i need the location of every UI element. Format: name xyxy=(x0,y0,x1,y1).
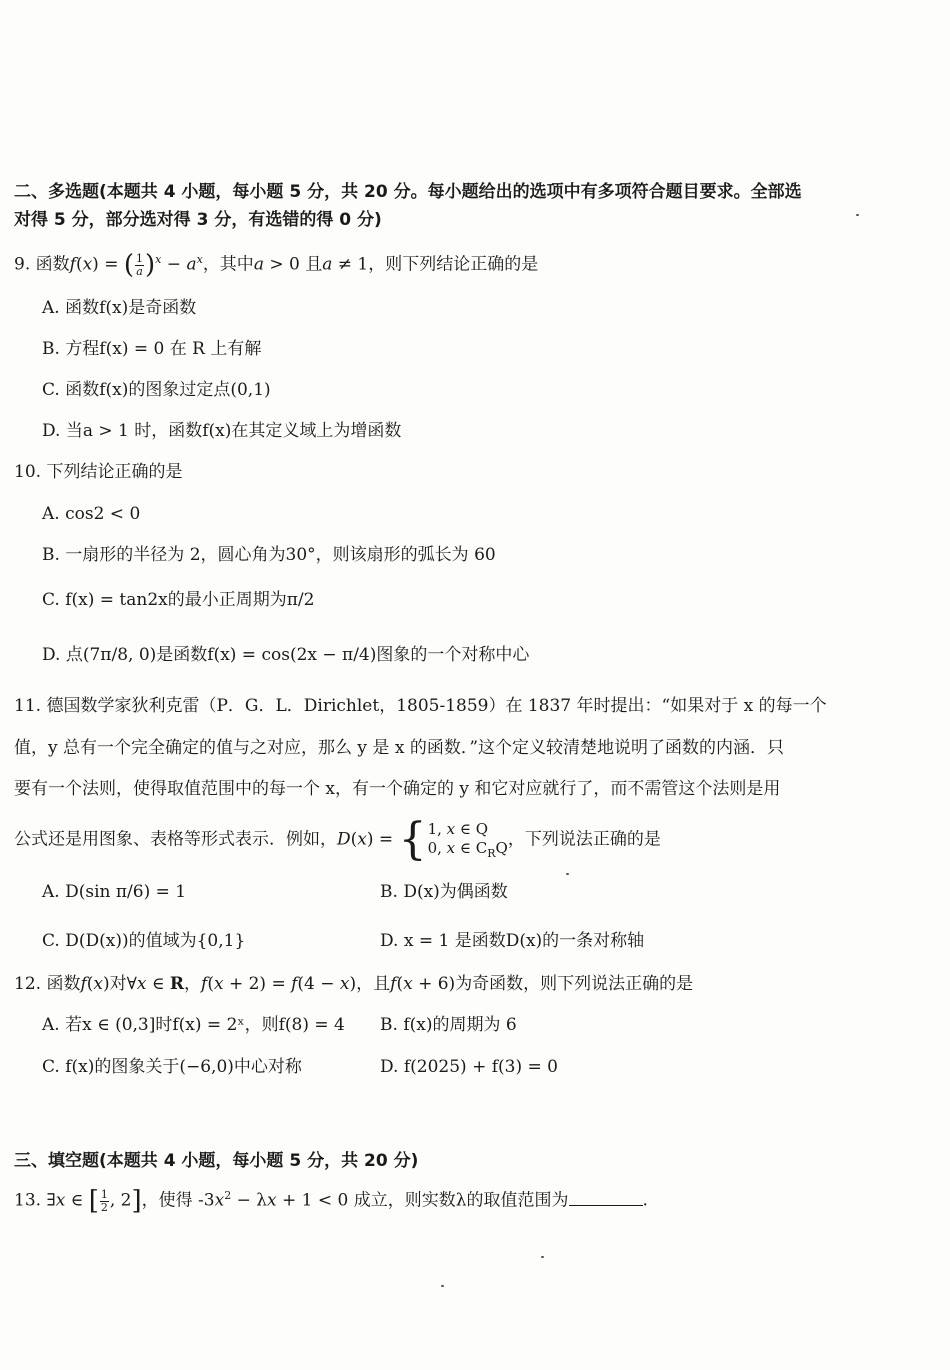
question-12-option-c: C. f(x)的图象关于(−6,0)中心对称 xyxy=(42,1057,302,1077)
question-10-option-c: C. f(x) = tan2x的最小正周期为π/2 xyxy=(42,590,315,610)
question-10-stem: 10. 下列结论正确的是 xyxy=(14,462,183,482)
section-2-heading-line2: 对得 5 分，部分选对得 3 分，有选错的得 0 分) xyxy=(14,210,382,230)
question-11-line2: 值，y 总有一个完全确定的值与之对应，那么 y 是 x 的函数．”这个定义较清楚地说明了函数的内涵．只 xyxy=(14,738,785,758)
question-11-option-d: D. x = 1 是函数D(x)的一条对称轴 xyxy=(380,931,645,951)
scan-speck xyxy=(856,214,859,216)
question-12-option-d: D. f(2025) + f(3) = 0 xyxy=(380,1057,558,1077)
section-2-heading-line1: 二、多选题(本题共 4 小题，每小题 5 分，共 20 分。每小题给出的选项中有多项符合题目要求。全部选 xyxy=(14,182,802,202)
question-12-option-b: B. f(x)的周期为 6 xyxy=(380,1015,517,1035)
answer-blank[interactable] xyxy=(569,1191,643,1206)
question-9-option-a: A. 函数f(x)是奇函数 xyxy=(42,298,197,318)
question-9-stem: 9. 函数f(x) = ( $\frac{1}{a}$ )$^x - a^x$，其中a > 0 且a ≠ 1，则下列结论正确的是 xyxy=(14,250,539,280)
question-11-option-b: B. D(x)为偶函数 xyxy=(380,882,508,902)
scan-speck xyxy=(566,873,569,875)
scan-speck xyxy=(441,1285,444,1287)
question-11-option-a: A. D(sin π/6) = 1 xyxy=(42,882,187,902)
question-10-option-a: A. cos2 < 0 xyxy=(42,504,141,524)
question-13-stem: 13. ∃x ∈ [ $\frac{1}{2}$ , 2]，使得 $-3x^2 - \lambda x + 1 < 0$ 成立，则实数λ的取值范围为 . xyxy=(14,1186,648,1216)
question-9-option-d: D. 当a > 1 时，函数f(x)在其定义域上为增函数 xyxy=(42,421,402,441)
question-10-option-d: D. 点(7π/8, 0)是函数f(x) = cos(2x − π/4)图象的一个对称中心 xyxy=(42,645,530,665)
question-10-option-b: B. 一扇形的半径为 2，圆心角为30°，则该扇形的弧长为 60 xyxy=(42,545,496,565)
scan-speck xyxy=(541,1256,544,1258)
question-11-line4: 公式还是用图象、表格等形式表示．例如，D(x) = { 1, x ∈ Q 0, x ∈ $C_RQ$ ，下列说法正确的是 xyxy=(14,814,661,865)
section-3-heading: 三、填空题(本题共 4 小题，每小题 5 分，共 20 分) xyxy=(14,1151,419,1171)
question-12-stem: 12. 函数f(x)对∀x ∈ R，f(x + 2) = f(4 − x)，且f(x + 6)为奇函数，则下列说法正确的是 xyxy=(14,974,694,994)
question-9-number: 9. xyxy=(14,254,31,275)
question-11-option-c: C. D(D(x))的值域为{0,1} xyxy=(42,931,246,951)
question-11-line1: 11. 德国数学家狄利克雷（P．G．L．Dirichlet，1805-1859）在 1837 年时提出：“如果对于 x 的每一个 xyxy=(14,696,827,716)
dirichlet-piecewise: 1, x ∈ Q 0, x ∈ $C_RQ$ xyxy=(427,819,508,860)
question-12-option-a: A. 若x ∈ (0,3]时f(x) = 2ˣ，则f(8) = 4 xyxy=(42,1015,345,1035)
question-9-option-c: C. 函数f(x)的图象过定点(0,1) xyxy=(42,380,271,400)
question-11-line3: 要有一个法则，使得取值范围中的每一个 x，有一个确定的 y 和它对应就行了，而不需管这个法则是用 xyxy=(14,779,781,799)
question-9-option-b: B. 方程f(x) = 0 在 R 上有解 xyxy=(42,339,262,359)
